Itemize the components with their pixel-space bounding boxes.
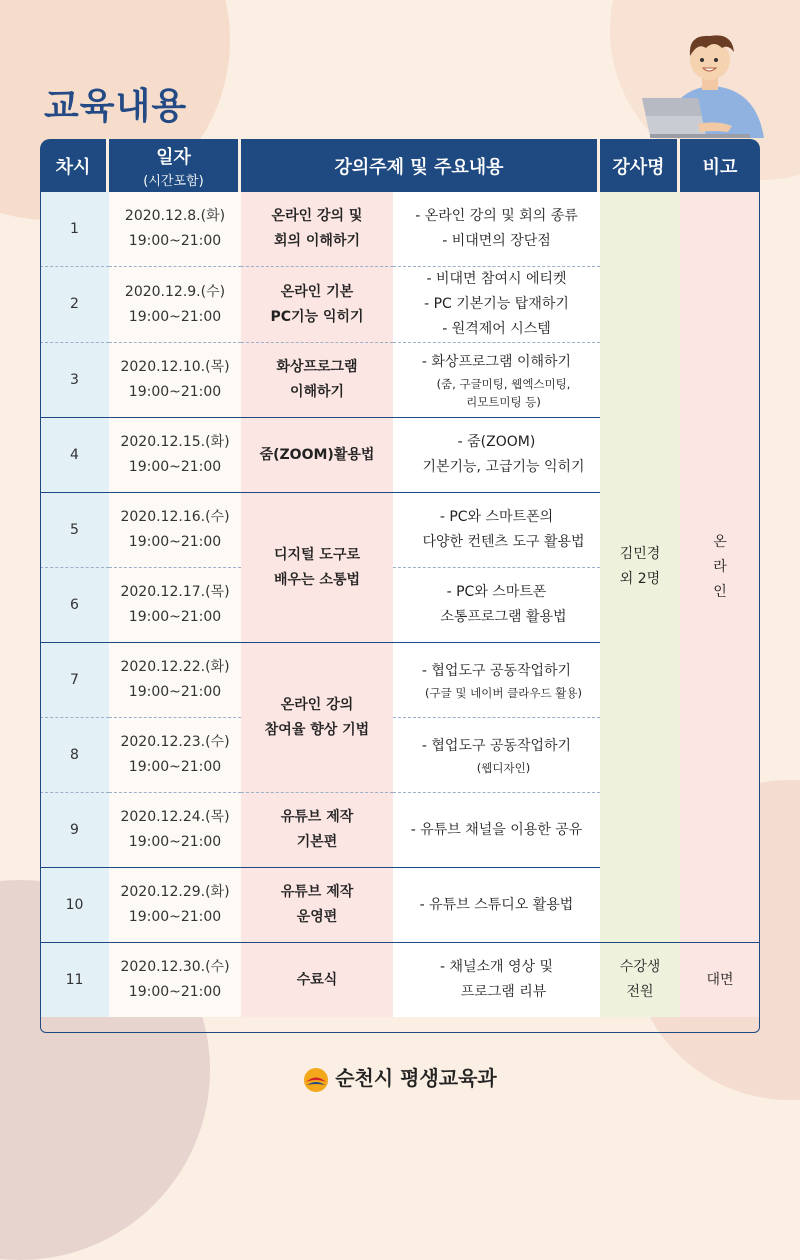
header-date: 일자 (시간포함) [109,139,241,192]
session-content: - 협업도구 공동작업하기 (웹디자인) [393,718,600,793]
session-content: - 온라인 강의 및 회의 종류 - 비대면의 장단점 [393,192,600,267]
session-number: 10 [40,868,109,943]
session-content: - 협업도구 공동작업하기 (구글 및 네이버 클라우드 활용) [393,643,600,718]
table-row [40,192,760,267]
session-topic: 화상프로그램 이해하기 [241,343,393,418]
session-content: - 화상프로그램 이해하기 (줌, 구글미팅, 웹엑스미팅, 리모트미팅 등) [393,343,600,418]
teacher-cell: 수강생 전원 [600,943,680,1017]
session-content: - 채널소개 영상 및 프로그램 리뷰 [393,943,600,1017]
session-number: 8 [40,718,109,793]
session-content: - 유튜브 스튜디오 활용법 [393,868,600,943]
session-number: 4 [40,418,109,493]
teacher-cell: 김민경 외 2명 [600,192,680,943]
schedule-table [40,139,760,1017]
session-topic: 온라인 강의 및 회의 이해하기 [241,192,393,267]
session-date: 2020.12.9.(수) 19:00~21:00 [109,267,241,343]
session-number: 1 [40,192,109,267]
session-date: 2020.12.30.(수) 19:00~21:00 [109,943,241,1017]
session-date: 2020.12.23.(수) 19:00~21:00 [109,718,241,793]
table-row [40,943,760,1017]
session-number: 2 [40,267,109,343]
page-title: 교육내용 [44,86,188,127]
session-topic: 유튜브 제작 기본편 [241,793,393,868]
session-date: 2020.12.16.(수) 19:00~21:00 [109,493,241,568]
note-cell: 대면 [680,943,760,1017]
footer-text: 순천시 평생교육과 [335,1066,497,1090]
footer [0,1062,800,1093]
session-topic: 줌(ZOOM)활용법 [241,418,393,493]
session-date: 2020.12.10.(목) 19:00~21:00 [109,343,241,418]
session-topic: 수료식 [241,943,393,1017]
session-content: - PC와 스마트폰의 다양한 컨텐츠 도구 활용법 [393,493,600,568]
header-session: 차시 [40,139,109,192]
session-topic: 유튜브 제작 운영편 [241,868,393,943]
session-date: 2020.12.15.(화) 19:00~21:00 [109,418,241,493]
session-date: 2020.12.24.(목) 19:00~21:00 [109,793,241,868]
header-topic: 강의주제 및 주요내용 [241,139,600,192]
session-number: 3 [40,343,109,418]
session-content: - 줌(ZOOM) 기본기능, 고급기능 익히기 [393,418,600,493]
session-number: 6 [40,568,109,643]
header-note: 비고 [680,139,760,192]
session-number: 11 [40,943,109,1017]
person-laptop-illustration [636,28,786,138]
session-date: 2020.12.8.(화) 19:00~21:00 [109,192,241,267]
session-date: 2020.12.29.(화) 19:00~21:00 [109,868,241,943]
session-date: 2020.12.17.(목) 19:00~21:00 [109,568,241,643]
session-number: 5 [40,493,109,568]
session-number: 7 [40,643,109,718]
session-topic: 온라인 기본 PC기능 익히기 [241,267,393,343]
header-teacher: 강사명 [600,139,680,192]
session-content: - 유튜브 채널을 이용한 공유 [393,793,600,868]
session-date: 2020.12.22.(화) 19:00~21:00 [109,643,241,718]
session-content: - PC와 스마트폰 소통프로그램 활용법 [393,568,600,643]
note-cell: 온 라 인 [680,192,760,943]
session-topic: 디지털 도구로 배우는 소통법 [241,493,393,643]
session-content: - 비대면 참여시 에티켓 - PC 기본기능 탑재하기 - 원격제어 시스템 [393,267,600,343]
session-topic: 온라인 강의 참여율 향상 기법 [241,643,393,793]
session-number: 9 [40,793,109,868]
suncheon-logo-icon [303,1067,329,1093]
